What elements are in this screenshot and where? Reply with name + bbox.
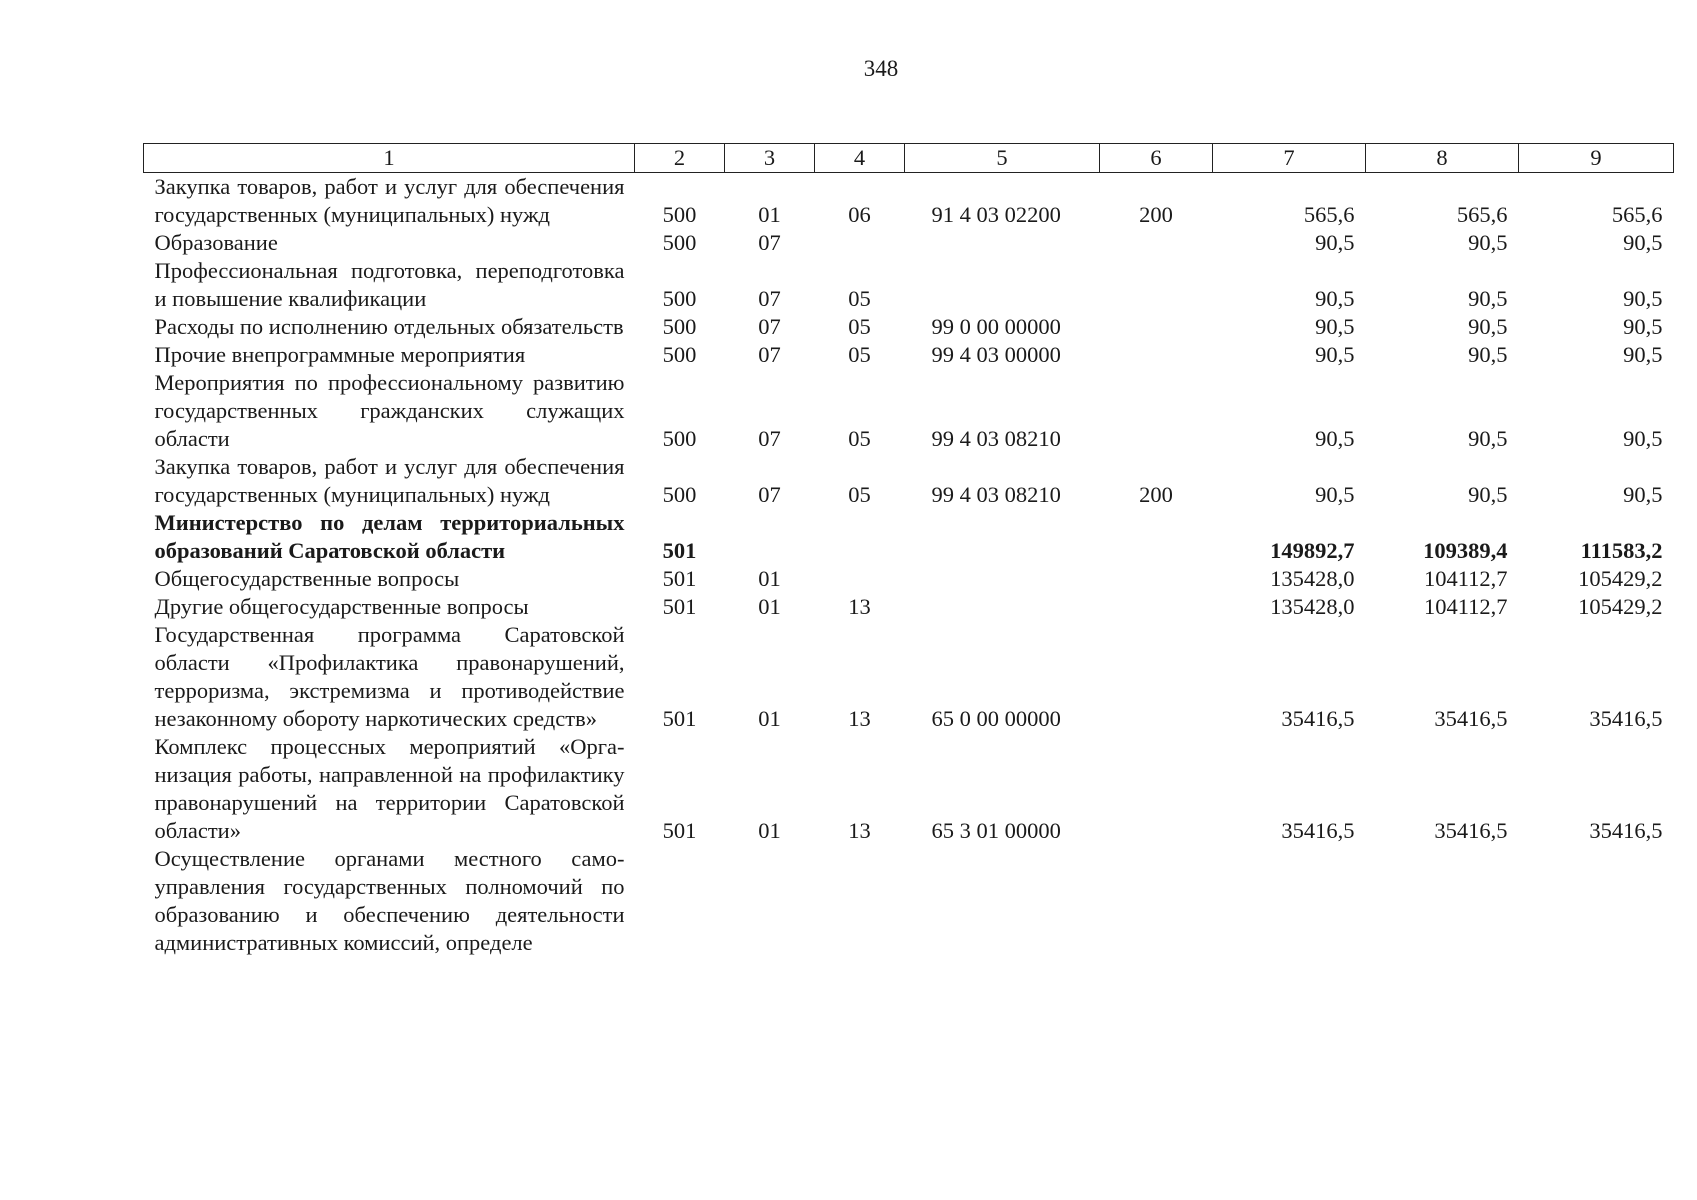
section-code: 01 [758,566,781,591]
section-code: 07 [758,314,781,339]
row-name: Комплекс процессных мероприятий «Организация работы, направленной на профилактику правонарушений на территории Саратовской области» [154,734,625,843]
row-name: Министерство по делам территориальных образований Саратовской области [154,510,625,563]
row-name: Общегосударственные вопросы [154,566,460,591]
amount-col-7: 149892,7 [1270,538,1355,563]
table-row [144,733,1674,845]
amount-col-8: 90,5 [1468,482,1508,507]
amount-col-8: 90,5 [1468,314,1508,339]
amount-col-8: 104112,7 [1423,594,1508,619]
ministry-code: 500 [662,342,697,367]
amount-col-8: 90,5 [1468,342,1508,367]
subsection-code: 13 [848,594,871,619]
amount-col-8: 35416,5 [1434,706,1508,731]
amount-col-8: 90,5 [1468,426,1508,451]
target-article-code: 99 0 00 00000 [931,314,1061,339]
section-code: 07 [758,342,781,367]
target-article-code [905,509,1100,565]
target-article-code [905,257,1100,313]
ministry-code: 500 [662,230,697,255]
row-name: Осуществление органами местного самоуправления государственных полномочий по образованию и обеспечению деятельности административных комиссий, определе [154,846,625,955]
amount-col-7 [1213,845,1366,957]
column-header-4: 4 [815,144,905,173]
table-header [144,144,1674,173]
expense-type-code [1100,509,1213,565]
table-row [144,593,1674,621]
table-row [144,173,1674,230]
amount-col-9: 111583,2 [1580,538,1663,563]
ministry-code: 501 [662,706,697,731]
section-code: 07 [758,426,781,451]
section-code [725,509,815,565]
expense-type-code [1100,313,1213,341]
expense-type-code [1100,369,1213,453]
amount-col-8: 104112,7 [1423,566,1508,591]
amount-col-9: 35416,5 [1589,818,1663,843]
amount-col-8: 35416,5 [1434,818,1508,843]
amount-col-7: 90,5 [1315,482,1355,507]
section-code [725,845,815,957]
ministry-code: 500 [662,426,697,451]
section-code: 07 [758,482,781,507]
subsection-code: 06 [848,202,871,227]
amount-col-7: 565,6 [1303,202,1355,227]
table-row [144,313,1674,341]
table-row [144,257,1674,313]
table-row [144,453,1674,509]
page-number: 348 [863,56,899,81]
target-article-code [905,229,1100,257]
expense-type-code [1100,229,1213,257]
ministry-code: 500 [662,482,697,507]
subsection-code: 05 [848,426,871,451]
expense-type-code [1100,341,1213,369]
column-header-3: 3 [725,144,815,173]
amount-col-7: 90,5 [1315,342,1355,367]
table-row [144,369,1674,453]
expense-type-code: 200 [1139,202,1173,227]
amount-col-9: 90,5 [1623,342,1663,367]
expense-type-code [1100,845,1213,957]
row-name: Другие общегосударственные вопросы [154,594,529,619]
section-code: 01 [758,202,781,227]
amount-col-8 [1366,845,1519,957]
amount-col-9: 565,6 [1611,202,1663,227]
amount-col-7: 90,5 [1315,286,1355,311]
table-body [144,173,1674,958]
subsection-code [815,565,905,593]
table-row [144,509,1674,565]
section-code: 01 [758,818,781,843]
subsection-code: 05 [848,286,871,311]
target-article-code [905,593,1100,621]
ministry-code: 501 [662,566,697,591]
column-header-6: 6 [1100,144,1213,173]
target-article-code [905,565,1100,593]
ministry-code [635,845,725,957]
target-article-code [905,845,1100,957]
column-header-1: 1 [144,144,635,173]
column-header-9: 9 [1519,144,1674,173]
row-name: Закупка товаров, работ и услуг для обеспечения государственных (муниципальных) нужд [154,454,625,507]
subsection-code: 13 [848,706,871,731]
target-article-code: 65 3 01 00000 [931,818,1061,843]
target-article-code: 99 4 03 00000 [931,342,1061,367]
amount-col-7: 135428,0 [1270,594,1355,619]
amount-col-7: 90,5 [1315,426,1355,451]
target-article-code: 99 4 03 08210 [931,482,1061,507]
column-header-7: 7 [1213,144,1366,173]
table-row [144,845,1674,957]
expense-type-code [1100,621,1213,733]
amount-col-9: 90,5 [1623,230,1663,255]
subsection-code: 13 [848,818,871,843]
ministry-code: 501 [662,818,697,843]
target-article-code: 99 4 03 08210 [931,426,1061,451]
amount-col-7: 35416,5 [1281,818,1355,843]
subsection-code [815,509,905,565]
amount-col-8: 90,5 [1468,286,1508,311]
amount-col-9: 90,5 [1623,426,1663,451]
amount-col-8: 109389,4 [1423,538,1508,563]
column-header-5: 5 [905,144,1100,173]
subsection-code: 05 [848,314,871,339]
amount-col-7: 35416,5 [1281,706,1355,731]
table-row [144,341,1674,369]
amount-col-7: 90,5 [1315,230,1355,255]
ministry-code: 500 [662,286,697,311]
row-name: Расходы по исполнению отдельных обязательств [154,314,624,339]
amount-col-7: 135428,0 [1270,566,1355,591]
amount-col-8: 565,6 [1456,202,1508,227]
expense-type-code [1100,593,1213,621]
amount-col-9: 105429,2 [1578,566,1663,591]
section-code: 01 [758,594,781,619]
amount-col-9: 35416,5 [1589,706,1663,731]
expense-type-code [1100,257,1213,313]
row-name: Образование [154,230,278,255]
subsection-code [815,229,905,257]
amount-col-7: 90,5 [1315,314,1355,339]
subsection-code [815,845,905,957]
table-row [144,229,1674,257]
ministry-code: 500 [662,314,697,339]
amount-col-9 [1519,845,1674,957]
amount-col-8: 90,5 [1468,230,1508,255]
table-row [144,565,1674,593]
amount-col-9: 90,5 [1623,286,1663,311]
row-name: Закупка товаров, работ и услуг для обеспечения государственных (муниципальных) нужд [154,174,625,227]
section-code: 07 [758,286,781,311]
subsection-code: 05 [848,482,871,507]
row-name: Прочие внепрограммные мероприятия [154,342,526,367]
row-name: Государственная программа Саратовской области «Профилактика правонарушений, терроризма, экстремизма и противодействие незаконному обороту наркотических средств» [154,622,625,731]
amount-col-9: 105429,2 [1578,594,1663,619]
section-code: 07 [758,230,781,255]
column-header-2: 2 [635,144,725,173]
subsection-code: 05 [848,342,871,367]
target-article-code: 65 0 00 00000 [931,706,1061,731]
row-name: Профессиональная подготовка, переподготовка и повышение квалификации [154,258,625,311]
target-article-code: 91 4 03 02200 [931,202,1061,227]
amount-col-9: 90,5 [1623,314,1663,339]
amount-col-9: 90,5 [1623,482,1663,507]
header-row [144,144,1674,173]
budget-table [143,143,1674,957]
row-name: Мероприятия по профессиональному развитию государственных гражданских служащих области [154,370,625,451]
ministry-code: 501 [662,538,697,563]
expense-type-code: 200 [1139,482,1173,507]
table-row [144,621,1674,733]
section-code: 01 [758,706,781,731]
ministry-code: 500 [662,202,697,227]
ministry-code: 501 [662,594,697,619]
expense-type-code [1100,565,1213,593]
column-header-8: 8 [1366,144,1519,173]
expense-type-code [1100,733,1213,845]
